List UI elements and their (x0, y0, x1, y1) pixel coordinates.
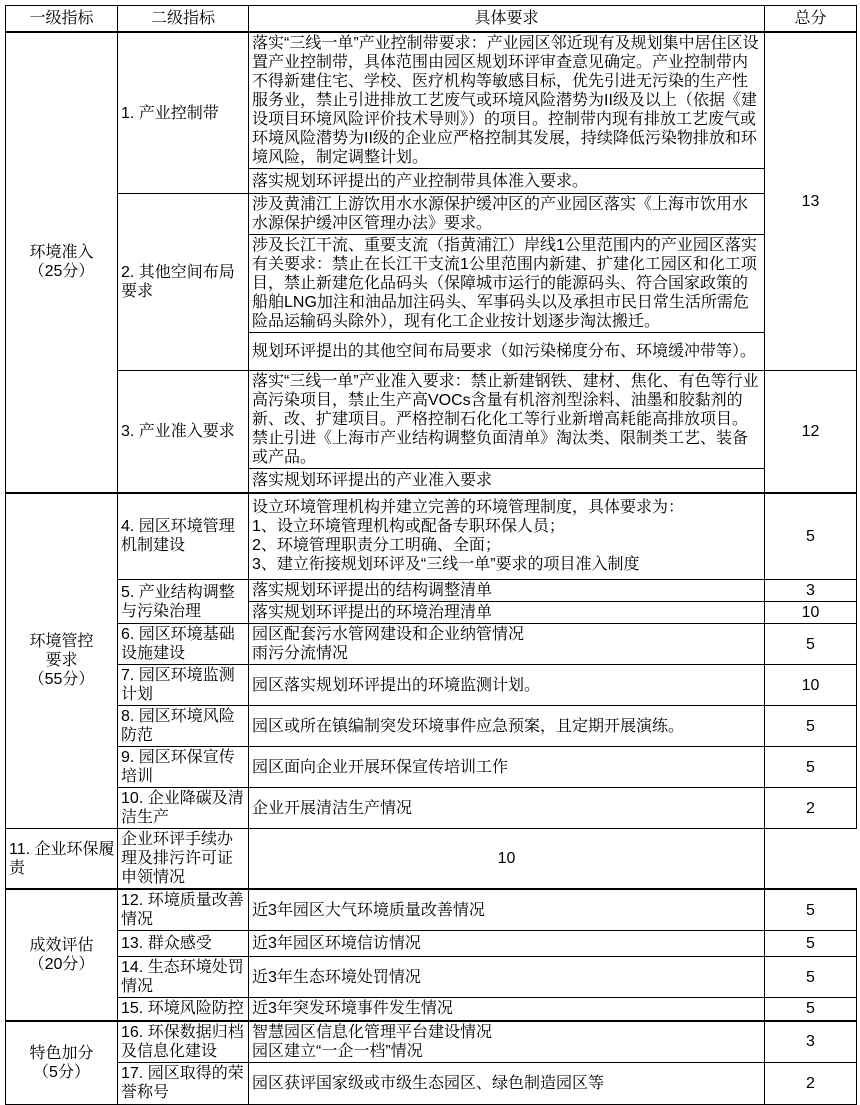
level2-indicator-cell: 6. 园区环境基础设施建设 (118, 624, 249, 665)
level2-indicator-cell: 15. 环境风险防控 (118, 998, 249, 1021)
column-header-total-score: 总分 (765, 6, 857, 33)
score-cell: 5 (765, 889, 857, 931)
level1-section-cell: 环境准入 （25分） (6, 32, 118, 493)
level2-indicator-cell: 13. 群众感受 (118, 931, 249, 957)
column-header-level1-indicator: 一级指标 (6, 6, 118, 33)
requirement-cell: 落实规划环评提出的结构调整清单 (249, 580, 765, 602)
table-row (6, 998, 857, 1021)
table-row (6, 580, 857, 602)
requirement-cell: 园区配套污水管网建设和企业纳管情况 雨污分流情况 (249, 624, 765, 665)
score-cell: 10 (765, 602, 857, 624)
table-row (6, 706, 857, 747)
level2-indicator-cell: 17. 园区取得的荣誉称号 (118, 1062, 249, 1104)
table-row (6, 829, 857, 890)
table-row (6, 889, 857, 931)
table-row (6, 957, 857, 998)
requirement-cell: 落实规划环评提出的产业控制带具体准入要求。 (249, 169, 765, 194)
score-cell: 5 (765, 493, 857, 580)
requirement-cell: 涉及长江干流、重要支流（指黄浦江）岸线1公里范围内的产业园区落实有关要求：禁止在长江干支流1公里范围内新建、扩建化工园区和化工项目，禁止新建危化品码头（保障城市运行的能源码头、符合国家政策的船舶LNG加注和油品加注码头、军事码头以及承担市民日常生活所需危险品运输码头除外），现有化工企业按计划逐步淘汰搬迁。 (249, 235, 765, 333)
score-cell: 10 (765, 665, 857, 706)
column-header-level2-indicator: 二级指标 (118, 6, 249, 33)
score-cell: 5 (765, 706, 857, 747)
table-row (6, 1021, 857, 1063)
requirement-cell: 近3年生态环境处罚情况 (249, 957, 765, 998)
requirement-cell: 落实规划环评提出的产业准入要求 (249, 469, 765, 493)
level2-indicator-cell: 4. 园区环境管理机制建设 (118, 493, 249, 580)
level2-indicator-cell: 16. 环保数据归档及信息化建设 (118, 1021, 249, 1063)
requirement-cell: 涉及黄浦江上游饮用水水源保护缓冲区的产业园区落实《上海市饮用水水源保护缓冲区管理办法》要求。 (249, 194, 765, 235)
score-cell: 12 (765, 371, 857, 493)
score-cell: 5 (765, 747, 857, 788)
table-row (6, 624, 857, 665)
score-cell: 5 (765, 624, 857, 665)
requirement-cell: 落实“三线一单”产业控制带要求：产业园区邻近现有及规划集中居住区设置产业控制带，具体范围由园区规划环评审查意见确定。产业控制带内不得新建住宅、学校、医疗机构等敏感目标，优先引进无污染的生产性服务业，禁止引进排放工艺废气或环境风险潜势为II级及以上（依据《建设项目环境风险评价技术导则》）的项目。控制带内现有排放工艺废气或环境风险潜势为II级的企业应严格控制其发展，持续降低污染物排放和环境风险，制定调整计划。 (249, 32, 765, 169)
level1-section-cell: 成效评估 （20分） (6, 889, 118, 1021)
level2-indicator-cell: 3. 产业准入要求 (118, 371, 249, 493)
requirement-cell: 落实“三线一单”产业准入要求：禁止新建钢铁、建材、焦化、有色等行业高污染项目，禁止生产高VOCs含量有机溶剂型涂料、油墨和胶黏剂的新、改、扩建项目。严格控制石化化工等行业新增高耗能高排放项目。禁止引进《上海市产业结构调整负面清单》淘汰类、限制类工艺、装备或产品。 (249, 371, 765, 469)
level2-indicator-cell: 11. 企业环保履责 (6, 829, 118, 890)
level2-indicator-cell: 14. 生态环境处罚情况 (118, 957, 249, 998)
level1-section-cell: 特色加分 （5分） (6, 1021, 118, 1105)
level2-indicator-cell: 9. 园区环保宣传培训 (118, 747, 249, 788)
score-cell: 13 (765, 32, 857, 371)
requirement-cell: 近3年突发环境事件发生情况 (249, 998, 765, 1021)
score-cell: 5 (765, 998, 857, 1021)
table-header-row (6, 6, 857, 33)
requirement-cell: 园区落实规划环评提出的环境监测计划。 (249, 665, 765, 706)
level2-indicator-cell: 7. 园区环境监测计划 (118, 665, 249, 706)
level2-indicator-cell: 2. 其他空间布局要求 (118, 194, 249, 371)
level2-indicator-cell: 5. 产业结构调整与污染治理 (118, 580, 249, 624)
level2-indicator-cell: 10. 企业降碳及清洁生产 (118, 788, 249, 829)
score-cell: 3 (765, 1021, 857, 1063)
level1-section-cell: 环境管控 要求 （55分） (6, 493, 118, 829)
requirement-cell: 企业开展清洁生产情况 (249, 788, 765, 829)
requirement-cell: 规划环评提出的其他空间布局要求（如污染梯度分布、环境缓冲带等）。 (249, 333, 765, 371)
requirement-cell: 园区面向企业开展环保宣传培训工作 (249, 747, 765, 788)
requirement-cell: 近3年园区大气环境质量改善情况 (249, 889, 765, 931)
level2-indicator-cell: 1. 产业控制带 (118, 32, 249, 194)
requirement-cell: 园区获评国家级或市级生态园区、绿色制造园区等 (249, 1062, 765, 1104)
table-row (6, 665, 857, 706)
requirement-cell: 智慧园区信息化管理平台建设情况 园区建立“一企一档”情况 (249, 1021, 765, 1063)
score-cell: 5 (765, 957, 857, 998)
requirement-cell: 落实规划环评提出的环境治理清单 (249, 602, 765, 624)
requirement-cell: 设立环境管理机构并建立完善的环境管理制度，具体要求为： 1、设立环境管理机构或配备专职环保人员； 2、环境管理职责分工明确、全面； 3、建立衔接规划环评及“三线一单”要求的项目准入制度 (249, 493, 765, 580)
score-cell: 3 (765, 580, 857, 602)
requirement-cell: 企业环评手续办理及排污许可证申领情况 (118, 829, 249, 890)
level2-indicator-cell: 8. 园区环境风险防范 (118, 706, 249, 747)
table-row (6, 194, 857, 235)
table-row (6, 493, 857, 580)
table-row (6, 747, 857, 788)
table-row (6, 788, 857, 829)
score-cell: 2 (765, 1062, 857, 1104)
table-row (6, 371, 857, 469)
score-cell: 10 (249, 829, 765, 890)
requirement-cell: 近3年园区环境信访情况 (249, 931, 765, 957)
score-cell: 5 (765, 931, 857, 957)
table-row (6, 32, 857, 169)
requirement-cell: 园区或所在镇编制突发环境事件应急预案，且定期开展演练。 (249, 706, 765, 747)
score-cell: 2 (765, 788, 857, 829)
table-row (6, 931, 857, 957)
indicator-score-table (5, 5, 857, 1105)
level2-indicator-cell: 12. 环境质量改善情况 (118, 889, 249, 931)
table-row (6, 1062, 857, 1104)
column-header-requirements: 具体要求 (249, 6, 765, 33)
